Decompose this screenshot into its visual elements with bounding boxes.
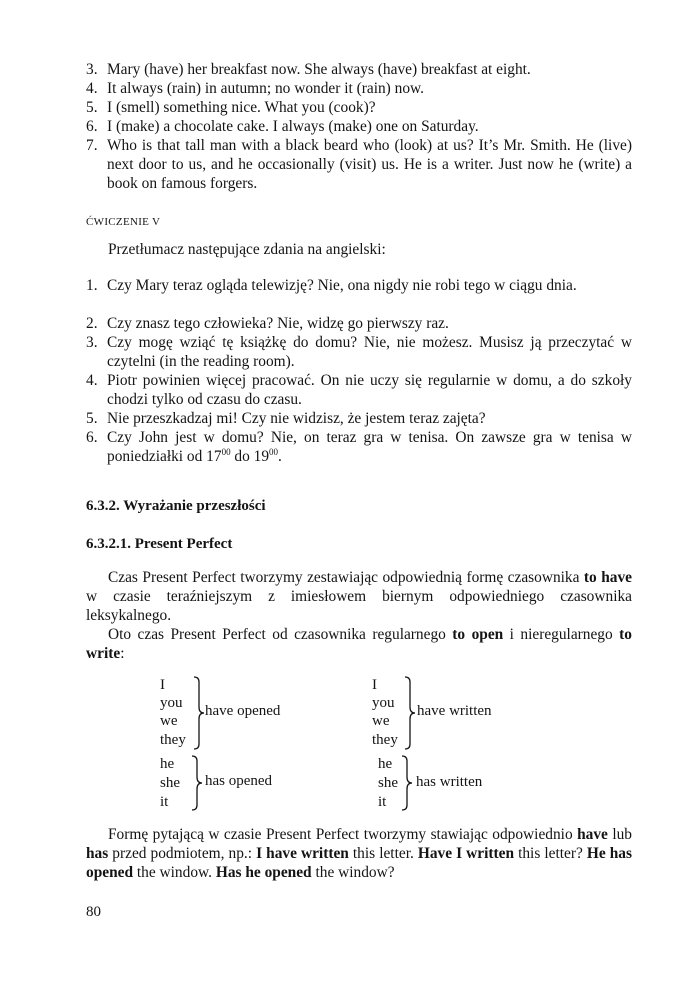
exercise-v-item-5 [86,409,632,428]
item-number: 4. [86,372,98,389]
pronoun: he [160,756,175,772]
exercise-v-item-2 [86,314,632,333]
item-text: Who is that tall man with a black beard who (look) at us? It’s Mr. Smith. He (live) next door to us, and he occasionally (visit) us. He is a writer. Just now he (write) a book on famous forgers. [107,137,632,192]
item-number: 5. [86,410,98,427]
pronoun: they [372,732,398,748]
pronoun: you [372,695,395,711]
item-number: 1. [86,277,98,294]
exercise-v-item-3 [86,333,632,371]
verb-form: has opened [205,773,273,789]
exercise-iv-item-4 [86,79,632,98]
pronoun: it [378,794,387,810]
exercise-iv-item-7 [86,136,632,193]
pronoun: she [160,775,180,791]
pronoun: it [160,794,169,810]
item-text: Mary (have) her breakfast now. She always (have) breakfast at eight. [107,61,531,78]
item-number: 6. [86,118,98,135]
pronoun: I [372,677,377,693]
page-number: 80 [86,904,101,920]
item-text: I (make) a chocolate cake. I always (make) one on Saturday. [107,118,479,135]
pronoun: you [160,695,183,711]
item-number: 2. [86,315,98,332]
exercise-iv-item-5 [86,98,632,117]
pronoun: I [160,677,165,693]
pronoun: we [160,713,178,729]
right-brace-icon [190,755,204,811]
pronoun: she [378,775,398,791]
item-text: Czy John jest w domu? Nie, on teraz gra w tenisa. On zawsze gra w tenisa w poniedziałki od $17^{00}$ do $19^{00}$. [107,429,632,465]
pronoun: we [372,713,390,729]
exercise-v-item-6 [86,428,632,466]
exercise-v-instruction: Przetłumacz następujące zdania na angielski: [108,241,386,258]
item-number: 3. [86,334,98,351]
item-number: 5. [86,99,98,116]
item-text: Czy znasz tego człowieka? Nie, widzę go pierwszy raz. [107,315,449,332]
item-text: I (smell) something nice. What you (cook)? [107,99,376,116]
paragraph-examples-intro: Oto czas Present Perfect od czasownika regularnego to open i nieregularnego to write: [86,626,632,662]
section-heading-6-3-2: 6.3.2. Wyrażanie przeszłości [86,498,266,514]
item-number: 4. [86,80,98,97]
item-number: 3. [86,61,98,78]
exercise-iv-item-3 [86,60,632,79]
item-text: Piotr powinien więcej pracować. On nie uczy się regularnie w domu, a do szkoły chodzi tylko od czasu do czasu. [107,372,632,408]
verb-form: has written [416,774,483,790]
pronoun: he [378,756,393,772]
paragraph-present-perfect-formation: Czas Present Perfect tworzymy zestawiając odpowiednią formę czasownika to have w czasie teraźniejszym z imiesłowem biernym odpowiedniego czasownika leksykalnego. [86,569,632,624]
pronoun: they [160,732,186,748]
item-text: It always (rain) in autumn; no wonder it (rain) now. [107,80,424,97]
paragraph-question-form: Formę pytającą w czasie Present Perfect tworzymy stawiając odpowiednio have lub has przed podmiotem, np.: I have written this letter. Have I written this letter? He has opened the window. Has he opened the window? [86,826,633,881]
item-number: 7. [86,137,98,154]
item-text: Czy Mary teraz ogląda telewizję? Nie, ona nigdy nie robi tego w ciągu dnia. [107,277,577,294]
exercise-v-item-4 [86,371,632,409]
right-brace-icon [403,676,417,750]
right-brace-icon [192,676,206,750]
item-text: Czy mogę wziąć tę książkę do domu? Nie, nie możesz. Musisz ją przeczytać w czytelni (in the reading room). [107,334,632,370]
item-number: 6. [86,429,98,446]
verb-form: have written [417,703,492,719]
item-text: Nie przeszkadzaj mi! Czy nie widzisz, że jestem teraz zajęta? [107,410,486,427]
exercise-v-item-1 [86,276,632,295]
verb-form: have opened [205,703,281,719]
exercise-v-title: ĆWICZENIE V [86,216,161,228]
section-heading-6-3-2-1: 6.3.2.1. Present Perfect [86,536,233,552]
exercise-iv-item-6 [86,117,632,136]
right-brace-icon [400,755,414,811]
